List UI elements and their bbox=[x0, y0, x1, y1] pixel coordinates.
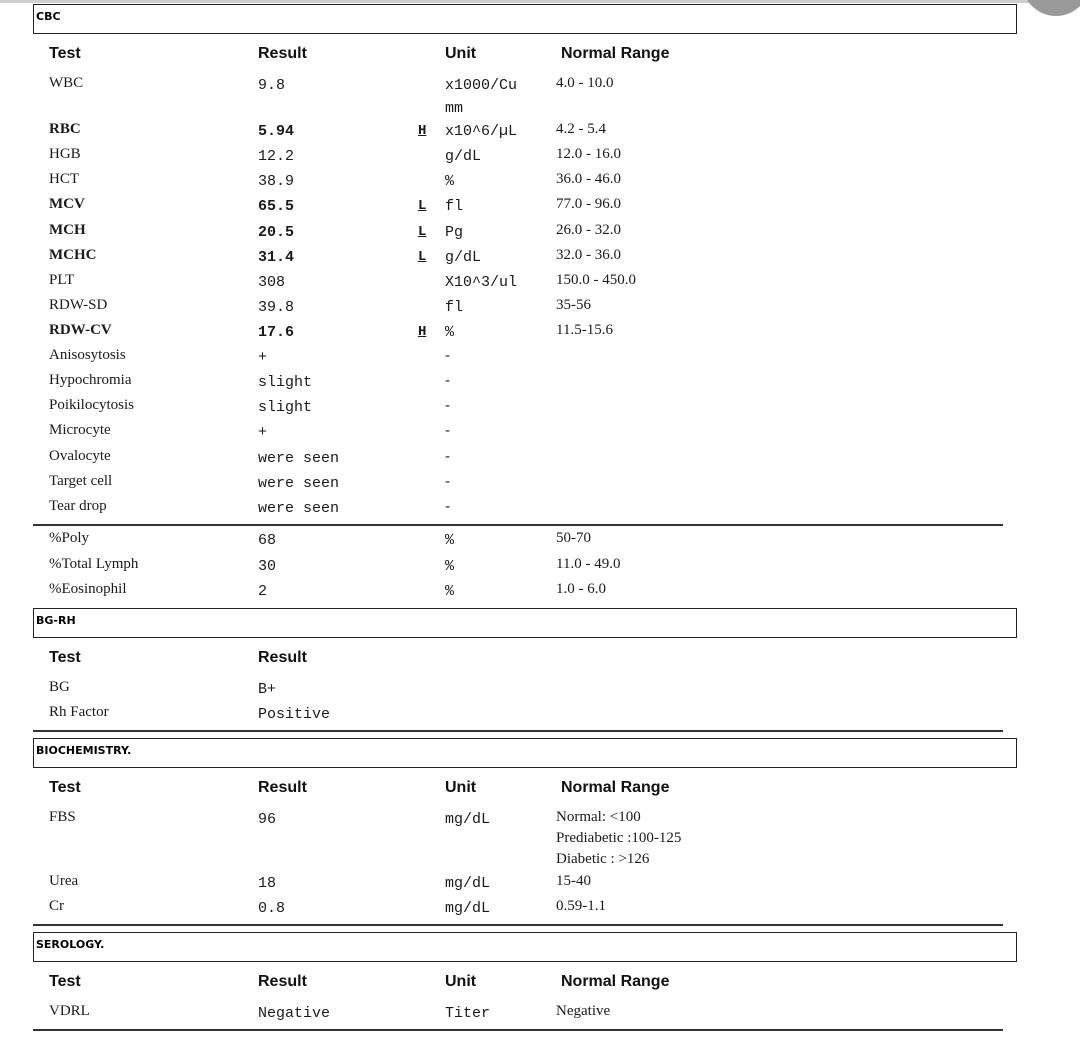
test-result: Negative bbox=[258, 1005, 331, 1022]
test-unit: x1000/Cu bbox=[445, 77, 518, 94]
test-unit: - bbox=[445, 473, 450, 490]
normal-range: 12.0 - 16.0 bbox=[556, 146, 621, 162]
normal-range: 26.0 - 32.0 bbox=[556, 222, 621, 238]
test-result: were seen bbox=[258, 475, 340, 492]
biochem-col-unit: Unit bbox=[445, 779, 477, 796]
biochem-col-test: Test bbox=[49, 779, 81, 796]
test-unit: - bbox=[445, 448, 450, 465]
normal-range: 4.2 - 5.4 bbox=[556, 121, 606, 137]
test-name: %Poly bbox=[49, 530, 90, 546]
test-result: Positive bbox=[258, 706, 331, 723]
test-name: Anisosytosis bbox=[49, 347, 126, 363]
normal-range: 1.0 - 6.0 bbox=[556, 581, 606, 597]
test-result: 31.4 bbox=[258, 249, 295, 266]
normal-range: Negative bbox=[556, 1003, 611, 1019]
test-unit: % bbox=[445, 558, 455, 575]
test-result: 0.8 bbox=[258, 900, 286, 917]
serology-section-header: SEROLOGY. bbox=[33, 932, 1017, 962]
bgrh-divider bbox=[33, 730, 1003, 732]
test-unit: % bbox=[445, 324, 455, 341]
bgrh-section-header: BG-RH bbox=[33, 608, 1017, 638]
test-unit: x10^6/µL bbox=[445, 123, 518, 140]
result-flag: H bbox=[418, 324, 427, 340]
test-result: were seen bbox=[258, 450, 340, 467]
bgrh-col-test: Test bbox=[49, 649, 81, 666]
test-name: Poikilocytosis bbox=[49, 397, 135, 413]
normal-range: 36.0 - 46.0 bbox=[556, 171, 621, 187]
biochem-col-range: Normal Range bbox=[561, 779, 670, 796]
normal-range: 11.0 - 49.0 bbox=[556, 556, 621, 572]
top-border-line bbox=[0, 0, 1080, 3]
test-result: 5.94 bbox=[258, 123, 295, 140]
result-flag: L bbox=[418, 249, 427, 265]
test-result: 17.6 bbox=[258, 324, 295, 341]
test-result: 2 bbox=[258, 583, 268, 600]
test-unit: g/dL bbox=[445, 148, 482, 165]
test-name: BG bbox=[49, 679, 70, 695]
test-result: B+ bbox=[258, 681, 277, 698]
normal-range: 35-56 bbox=[556, 297, 591, 313]
serology-divider bbox=[33, 1029, 1003, 1031]
test-unit: mg/dL bbox=[445, 811, 491, 828]
test-result: 9.8 bbox=[258, 77, 286, 94]
test-name: MCH bbox=[49, 222, 86, 238]
test-unit: X10^3/ul bbox=[445, 274, 518, 291]
test-name: PLT bbox=[49, 272, 75, 288]
test-name: Cr bbox=[49, 898, 64, 914]
cbc-section-header: CBC bbox=[33, 4, 1017, 34]
test-unit: - bbox=[445, 422, 450, 439]
result-flag: L bbox=[418, 198, 427, 214]
test-result: 39.8 bbox=[258, 299, 295, 316]
normal-range-line: 0.59-1.1 bbox=[556, 898, 606, 914]
biochem-col-result: Result bbox=[258, 779, 307, 796]
bgrh-col-result: Result bbox=[258, 649, 307, 666]
test-unit: Titer bbox=[445, 1005, 491, 1022]
normal-range: 77.0 - 96.0 bbox=[556, 196, 621, 212]
normal-range: 11.5-15.6 bbox=[556, 322, 613, 338]
normal-range: 50-70 bbox=[556, 530, 591, 546]
test-unit: - bbox=[445, 372, 450, 389]
test-result: slight bbox=[258, 374, 313, 391]
test-unit: % bbox=[445, 532, 455, 549]
test-unit-cont: mm bbox=[445, 100, 464, 117]
test-name: %Eosinophil bbox=[49, 581, 127, 597]
test-name: MCHC bbox=[49, 247, 97, 263]
corner-shape bbox=[1022, 0, 1080, 16]
test-name: Target cell bbox=[49, 473, 113, 489]
test-name: RDW-SD bbox=[49, 297, 108, 313]
cbc-col-result: Result bbox=[258, 45, 307, 62]
test-name: Hypochromia bbox=[49, 372, 132, 388]
normal-range: 32.0 - 36.0 bbox=[556, 247, 621, 263]
test-name: Rh Factor bbox=[49, 704, 109, 720]
result-flag: H bbox=[418, 123, 427, 139]
test-unit: - bbox=[445, 397, 450, 414]
test-name: RBC bbox=[49, 121, 81, 137]
test-unit: fl bbox=[445, 299, 464, 316]
serology-col-range: Normal Range bbox=[561, 973, 670, 990]
normal-range-line: Diabetic : >126 bbox=[556, 851, 650, 867]
biochem-section-header: BIOCHEMISTRY. bbox=[33, 738, 1017, 768]
test-result: 308 bbox=[258, 274, 286, 291]
result-flag: L bbox=[418, 224, 427, 240]
test-name: HGB bbox=[49, 146, 81, 162]
test-name: Ovalocyte bbox=[49, 448, 111, 464]
test-unit: mg/dL bbox=[445, 875, 491, 892]
normal-range-line: 15-40 bbox=[556, 873, 591, 889]
test-name: WBC bbox=[49, 75, 84, 91]
test-result: were seen bbox=[258, 500, 340, 517]
test-unit: % bbox=[445, 173, 455, 190]
normal-range: 150.0 - 450.0 bbox=[556, 272, 636, 288]
test-unit: - bbox=[445, 347, 450, 364]
test-result: 20.5 bbox=[258, 224, 295, 241]
test-name: VDRL bbox=[49, 1003, 90, 1019]
test-result: + bbox=[258, 349, 268, 366]
test-unit: mg/dL bbox=[445, 900, 491, 917]
test-result: 12.2 bbox=[258, 148, 295, 165]
normal-range-line: Normal: <100 bbox=[556, 809, 641, 825]
test-result: 68 bbox=[258, 532, 277, 549]
test-unit: Pg bbox=[445, 224, 464, 241]
test-result: + bbox=[258, 424, 268, 441]
test-unit: - bbox=[445, 498, 450, 515]
test-result: 65.5 bbox=[258, 198, 295, 215]
cbc-col-test: Test bbox=[49, 45, 81, 62]
normal-range-line: Prediabetic :100-125 bbox=[556, 830, 682, 846]
test-unit: % bbox=[445, 583, 455, 600]
test-unit: g/dL bbox=[445, 249, 482, 266]
cbc-col-unit: Unit bbox=[445, 45, 477, 62]
test-name: HCT bbox=[49, 171, 79, 187]
biochem-divider bbox=[33, 924, 1003, 926]
test-name: Tear drop bbox=[49, 498, 107, 514]
test-result: 38.9 bbox=[258, 173, 295, 190]
test-result: 30 bbox=[258, 558, 277, 575]
test-name: MCV bbox=[49, 196, 85, 212]
test-result: 96 bbox=[258, 811, 277, 828]
test-name: RDW-CV bbox=[49, 322, 112, 338]
cbc-col-range: Normal Range bbox=[561, 45, 670, 62]
test-result: 18 bbox=[258, 875, 277, 892]
test-name: Urea bbox=[49, 873, 79, 889]
test-unit: fl bbox=[445, 198, 464, 215]
test-name: FBS bbox=[49, 809, 76, 825]
normal-range: 4.0 - 10.0 bbox=[556, 75, 614, 91]
serology-col-unit: Unit bbox=[445, 973, 477, 990]
serology-col-result: Result bbox=[258, 973, 307, 990]
test-name: %Total Lymph bbox=[49, 556, 139, 572]
serology-col-test: Test bbox=[49, 973, 81, 990]
test-result: slight bbox=[258, 399, 313, 416]
test-name: Microcyte bbox=[49, 422, 111, 438]
cbc-divider bbox=[33, 524, 1003, 526]
